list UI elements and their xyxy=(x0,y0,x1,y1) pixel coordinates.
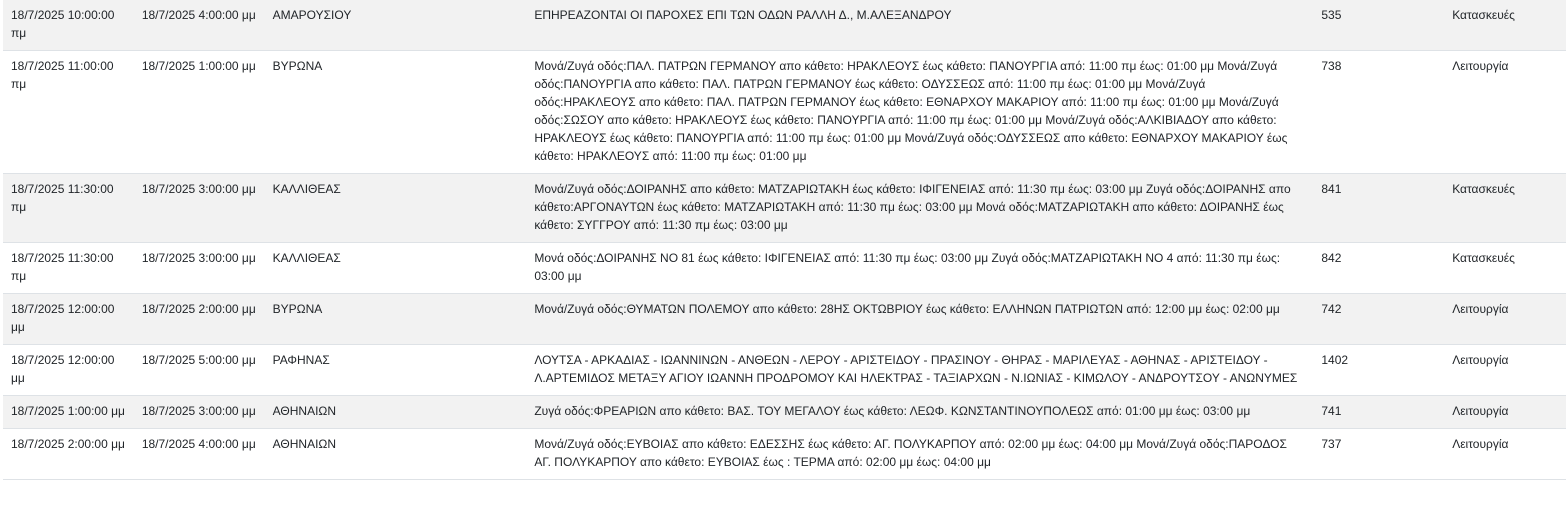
type-cell: Κατασκευές xyxy=(1452,251,1515,265)
number-cell: 738 xyxy=(1321,59,1342,73)
type-cell: Λειτουργία xyxy=(1452,353,1509,367)
area-cell: ΒΥΡΩΝΑ xyxy=(265,294,527,345)
description-cell: ΕΠΗΡΕΑΖΟΝΤΑΙ ΟΙ ΠΑΡΟΧΕΣ ΕΠΙ ΤΩΝ ΟΔΩΝ ΡΑΛΛΗ Δ., Μ.ΑΛΕΞΑΝΔΡΟΥ xyxy=(526,0,1313,51)
start-time-cell: 18/7/2025 2:00:00 μμ xyxy=(11,437,125,451)
start-time-cell: 18/7/2025 12:00:00 μμ xyxy=(3,294,134,345)
table-row xyxy=(3,294,1566,345)
table-row xyxy=(3,429,1566,480)
description-cell: ΛΟΥΤΣΑ - ΑΡΚΑΔΙΑΣ - ΙΩΑΝΝΙΝΩΝ - ΑΝΘΕΩΝ - ΛΕΡΟΥ - ΑΡΙΣΤΕΙΔΟΥ - ΠΡΑΣΙΝΟΥ - ΘΗΡΑΣ - ΜΑΡΙΛΕΥΑΣ - ΑΘΗΝΑΣ - ΑΡΙΣΤΕΙΔΟΥ - Λ.ΑΡΤΕΜΙΔΟΣ ΜΕΤΑΞΥ ΑΓΙΟΥ ΙΩΑΝΝΗ ΠΡΟΔΡΟΜΟΥ ΚΑΙ ΗΛΕΚΤΡΑΣ - ΤΑΞΙΑΡΧΩΝ - Ν.ΙΩΝΙΑΣ - ΚΙΜΩΛΟΥ - ΑΝΔΡΟΥΤΣΟΥ - ΑΝΩΝΥΜΕΣ xyxy=(534,353,1298,385)
description-cell: Μονά/Ζυγά οδός:ΘΥΜΑΤΩΝ ΠΟΛΕΜΟΥ απο κάθετο: 28ΗΣ ΟΚΤΩΒΡΙΟΥ έως κάθετο: ΕΛΛΗΝΩΝ ΠΑΤΡΙΩΤΩΝ από: 12:00 μμ έως: 02:00 μμ xyxy=(526,294,1313,345)
number-cell: 741 xyxy=(1313,396,1444,429)
type-cell: Λειτουργία xyxy=(1444,294,1566,345)
area-cell: ΒΥΡΩΝΑ xyxy=(272,59,323,73)
area-cell: ΑΘΗΝΑΙΩΝ xyxy=(265,396,527,429)
start-time-cell: 18/7/2025 12:00:00 μμ xyxy=(11,353,115,385)
type-cell: Κατασκευές xyxy=(1444,0,1566,51)
table-row xyxy=(3,396,1566,429)
area-cell: ΑΘΗΝΑΙΩΝ xyxy=(272,437,337,451)
type-cell: Λειτουργία xyxy=(1452,437,1509,451)
type-cell: Λειτουργία xyxy=(1452,59,1509,73)
area-cell: ΡΑΦΗΝΑΣ xyxy=(272,353,330,367)
end-time-cell: 18/7/2025 3:00:00 μμ xyxy=(134,174,265,243)
area-cell: ΚΑΛΛΙΘΕΑΣ xyxy=(272,251,341,265)
end-time-cell: 18/7/2025 2:00:00 μμ xyxy=(134,294,265,345)
end-time-cell: 18/7/2025 5:00:00 μμ xyxy=(141,353,256,367)
description-cell: Μονά/Ζυγά οδός:ΔΟΙΡΑΝΗΣ απο κάθετο: ΜΑΤΖΑΡΙΩΤΑΚΗ έως κάθετο: ΙΦΙΓΕΝΕΙΑΣ από: 11:30 πμ έως: 03:00 μμ Ζυγά οδός:ΔΟΙΡΑΝΗΣ απο κάθετο:ΑΡΓΟΝΑΥΤΩΝ έως κάθετο: ΜΑΤΖΑΡΙΩΤΑΚΗ από: 11:30 πμ έως: 03:00 μμ Μονά οδός:ΜΑΤΖΑΡΙΩΤΑΚΗ απο κάθετο: ΔΟΙΡΑΝΗΣ έως κάθετο: ΣΥΓΓΡΟΥ από: 11:30 πμ έως: 03:00 μμ xyxy=(526,174,1313,243)
number-cell: 1402 xyxy=(1321,353,1349,367)
end-time-cell: 18/7/2025 1:00:00 μμ xyxy=(141,59,256,73)
description-cell: Μονά/Ζυγά οδός:ΕΥΒΟΙΑΣ απο κάθετο: ΕΔΕΣΣΗΣ έως κάθετο: ΑΓ. ΠΟΛΥΚΑΡΠΟΥ από: 02:00 μμ έως: 04:00 μμ Μονά/Ζυγά οδός:ΠΑΡΟΔΟΣ ΑΓ. ΠΟΛΥΚΑΡΠΟΥ απο κάθετο: ΕΥΒΟΙΑΣ έως : ΤΕΡΜΑ από: 02:00 μμ έως: 04:00 μμ xyxy=(534,437,1287,469)
table-row xyxy=(3,0,1566,51)
area-cell: ΑΜΑΡΟΥΣΙΟΥ xyxy=(265,0,527,51)
area-cell: ΚΑΛΛΙΘΕΑΣ xyxy=(265,174,527,243)
end-time-cell: 18/7/2025 3:00:00 μμ xyxy=(134,396,265,429)
type-cell: Λειτουργία xyxy=(1444,396,1566,429)
number-cell: 841 xyxy=(1313,174,1444,243)
type-cell: Κατασκευές xyxy=(1444,174,1566,243)
table-row xyxy=(3,243,1566,294)
table-row xyxy=(3,345,1566,396)
number-cell: 842 xyxy=(1321,251,1342,265)
number-cell: 742 xyxy=(1313,294,1444,345)
start-time-cell: 18/7/2025 10:00:00 πμ xyxy=(3,0,134,51)
description-cell: Μονά οδός:ΔΟΙΡΑΝΗΣ ΝΟ 81 έως κάθετο: ΙΦΙΓΕΝΕΙΑΣ από: 11:30 πμ έως: 03:00 μμ Ζυγά οδός:ΜΑΤΖΑΡΙΩΤΑΚΗ ΝΟ 4 από: 11:30 πμ έως: 03:00 μμ xyxy=(534,251,1281,283)
end-time-cell: 18/7/2025 3:00:00 μμ xyxy=(141,251,256,265)
start-time-cell: 18/7/2025 11:00:00 πμ xyxy=(11,59,114,91)
start-time-cell: 18/7/2025 11:30:00 πμ xyxy=(11,251,114,283)
table-row xyxy=(3,174,1566,243)
start-time-cell: 18/7/2025 1:00:00 μμ xyxy=(3,396,134,429)
end-time-cell: 18/7/2025 4:00:00 μμ xyxy=(141,437,256,451)
outages-table xyxy=(3,0,1566,480)
description-cell: Ζυγά οδός:ΦΡΕΑΡΙΩΝ απο κάθετο: ΒΑΣ. ΤΟΥ ΜΕΓΑΛΟΥ έως κάθετο: ΛΕΩΦ. ΚΩΝΣΤΑΝΤΙΝΟΥΠΟΛΕΩΣ από: 01:00 μμ έως: 03:00 μμ xyxy=(526,396,1313,429)
description-cell: Μονά/Ζυγά οδός:ΠΑΛ. ΠΑΤΡΩΝ ΓΕΡΜΑΝΟΥ απο κάθετο: ΗΡΑΚΛΕΟΥΣ έως κάθετο: ΠΑΝΟΥΡΓΙΑ από: 11:00 πμ έως: 01:00 μμ Μονά/Ζυγά οδός:ΠΑΝΟΥΡΓΙΑ απο κάθετο: ΠΑΛ. ΠΑΤΡΩΝ ΓΕΡΜΑΝΟΥ έως κάθετο: ΟΔΥΣΣΕΩΣ από: 11:00 πμ έως: 01:00 μμ Μονά/Ζυγά οδός:ΗΡΑΚΛΕΟΥΣ απο κάθετο: ΠΑΛ. ΠΑΤΡΩΝ ΓΕΡΜΑΝΟΥ έως κάθετο: ΕΘΝΑΡΧΟΥ ΜΑΚΑΡΙΟΥ από: 11:00 πμ έως: 01:00 μμ Μονά/Ζυγά οδός:ΣΩΣΟΥ απο κάθετο: ΗΡΑΚΛΕΟΥΣ έως κάθετο: ΠΑΝΟΥΡΓΙΑ από: 11:00 πμ έως: 01:00 μμ Μονά/Ζυγά οδός:ΑΛΚΙΒΙΑΔΟΥ απο κάθετο: ΗΡΑΚΛΕΟΥΣ έως κάθετο: ΠΑΝΟΥΡΓΙΑ από: 11:00 πμ έως: 01:00 μμ Μονά/Ζυγά οδός:ΟΔΥΣΣΕΩΣ απο κάθετο: ΕΘΝΑΡΧΟΥ ΜΑΚΑΡΙΟΥ έως κάθετο: ΗΡΑΚΛΕΟΥΣ από: 11:00 πμ έως: 01:00 μμ xyxy=(534,59,1288,163)
outages-table-container xyxy=(3,0,1566,480)
end-time-cell: 18/7/2025 4:00:00 μμ xyxy=(134,0,265,51)
number-cell: 737 xyxy=(1321,437,1342,451)
start-time-cell: 18/7/2025 11:30:00 πμ xyxy=(3,174,134,243)
table-row xyxy=(3,51,1566,174)
number-cell: 535 xyxy=(1313,0,1444,51)
